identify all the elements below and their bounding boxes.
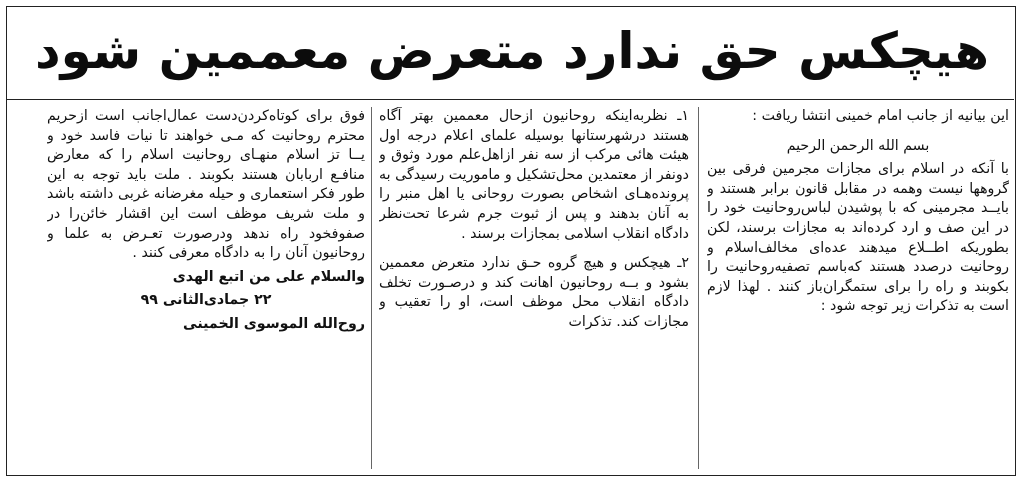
point-two-text: ۲ـ هیچکس و هیچ گروه حـق ندارد متعرض معممین بشود و بــه روحانیون اهانت کند و درصـورت تخلف دادگاه انقلاب محل موظف است‌، او را تعقیب و مجازات کند. تذکرات [379,255,689,330]
column-separator [698,107,699,469]
column-middle [379,107,689,469]
issue-date: ۲۲ جمادی‌الثانی ۹۹ [140,292,272,309]
headline-divider [7,99,1014,100]
column-right [707,107,1009,469]
point-one-text: ۱ـ نظربه‌اینکه روحانیون ازحال معممین بهتر آگاه هستند درشهرستانها بوسیله علمای اعلام درجه اول هیئت هائی مرکب از سه نفر ازاهل‌علم مورد وثوق و دونفر از معتمدین محل‌تشکیل و ماموریت رسیدگی به پرونده‌هـای اشخاص بصورت روحانی یا اهل منبر را به آنان بدهند و پس از ثبوت جرم شرعا تحت‌نظر دادگاه انقلاب اسلامی بمجازات برسند . [379,108,689,242]
basmala-text: بسم الله الرحمن الرحیم [786,137,930,154]
article-frame [6,6,1016,476]
column-left [47,107,365,469]
intro-text: این بیانیه از جانب امام خمینی انتشا ریافت : [752,108,1009,124]
signature-text: روح‌الله الموسوی الخمینی [183,315,365,332]
column-left-body: فوق برای کوتاه‌کردن‌دست عمال‌اجانب است ازحریم محترم روحانیت که مـی خواهند تا نیات فاسد خود و یــا تز اسلام منهـای روحانیت اسلام را که معارض منافـع اربابان هستند بکوبند . ملت باید توجه به این طور فکر استعماری و حیله مغرضانه غربی داشته باشد و ملت شریف موظف است این اقشار خائن‌را در صفوفخود راه ندهد ودرصورت تعـرض به علما و روحانیون آنان را به دادگاه معرفی کنند . [47,108,365,262]
column-separator [371,107,372,469]
closing-salutation: والسلام علی من اتبع الهدی [172,268,365,285]
column-right-body: با آنکه در اسلام برای مجازات مجرمین فرقی بین گروهها نیست وهمه در مقابل قانون برابر هستند و بایــد مجرمینی که با پوشیدن لباس‌روحانیت خود را در این صف و ارد کرده‌اند به مجازات برسند، لکن بطوریکه اطــلاع میدهند عده‌ای مخالف‌اسلام و روحانیت درصدد هستند که‌باسم تصفیه‌روحانیت را بکوبند و راه را برای ستمگران‌باز کنند . لهذا لازم است به تذکرات زیر توجه شود : [707,161,1009,315]
article-headline: هیچکس حق ندارد متعرض معممین شود [34,22,989,80]
